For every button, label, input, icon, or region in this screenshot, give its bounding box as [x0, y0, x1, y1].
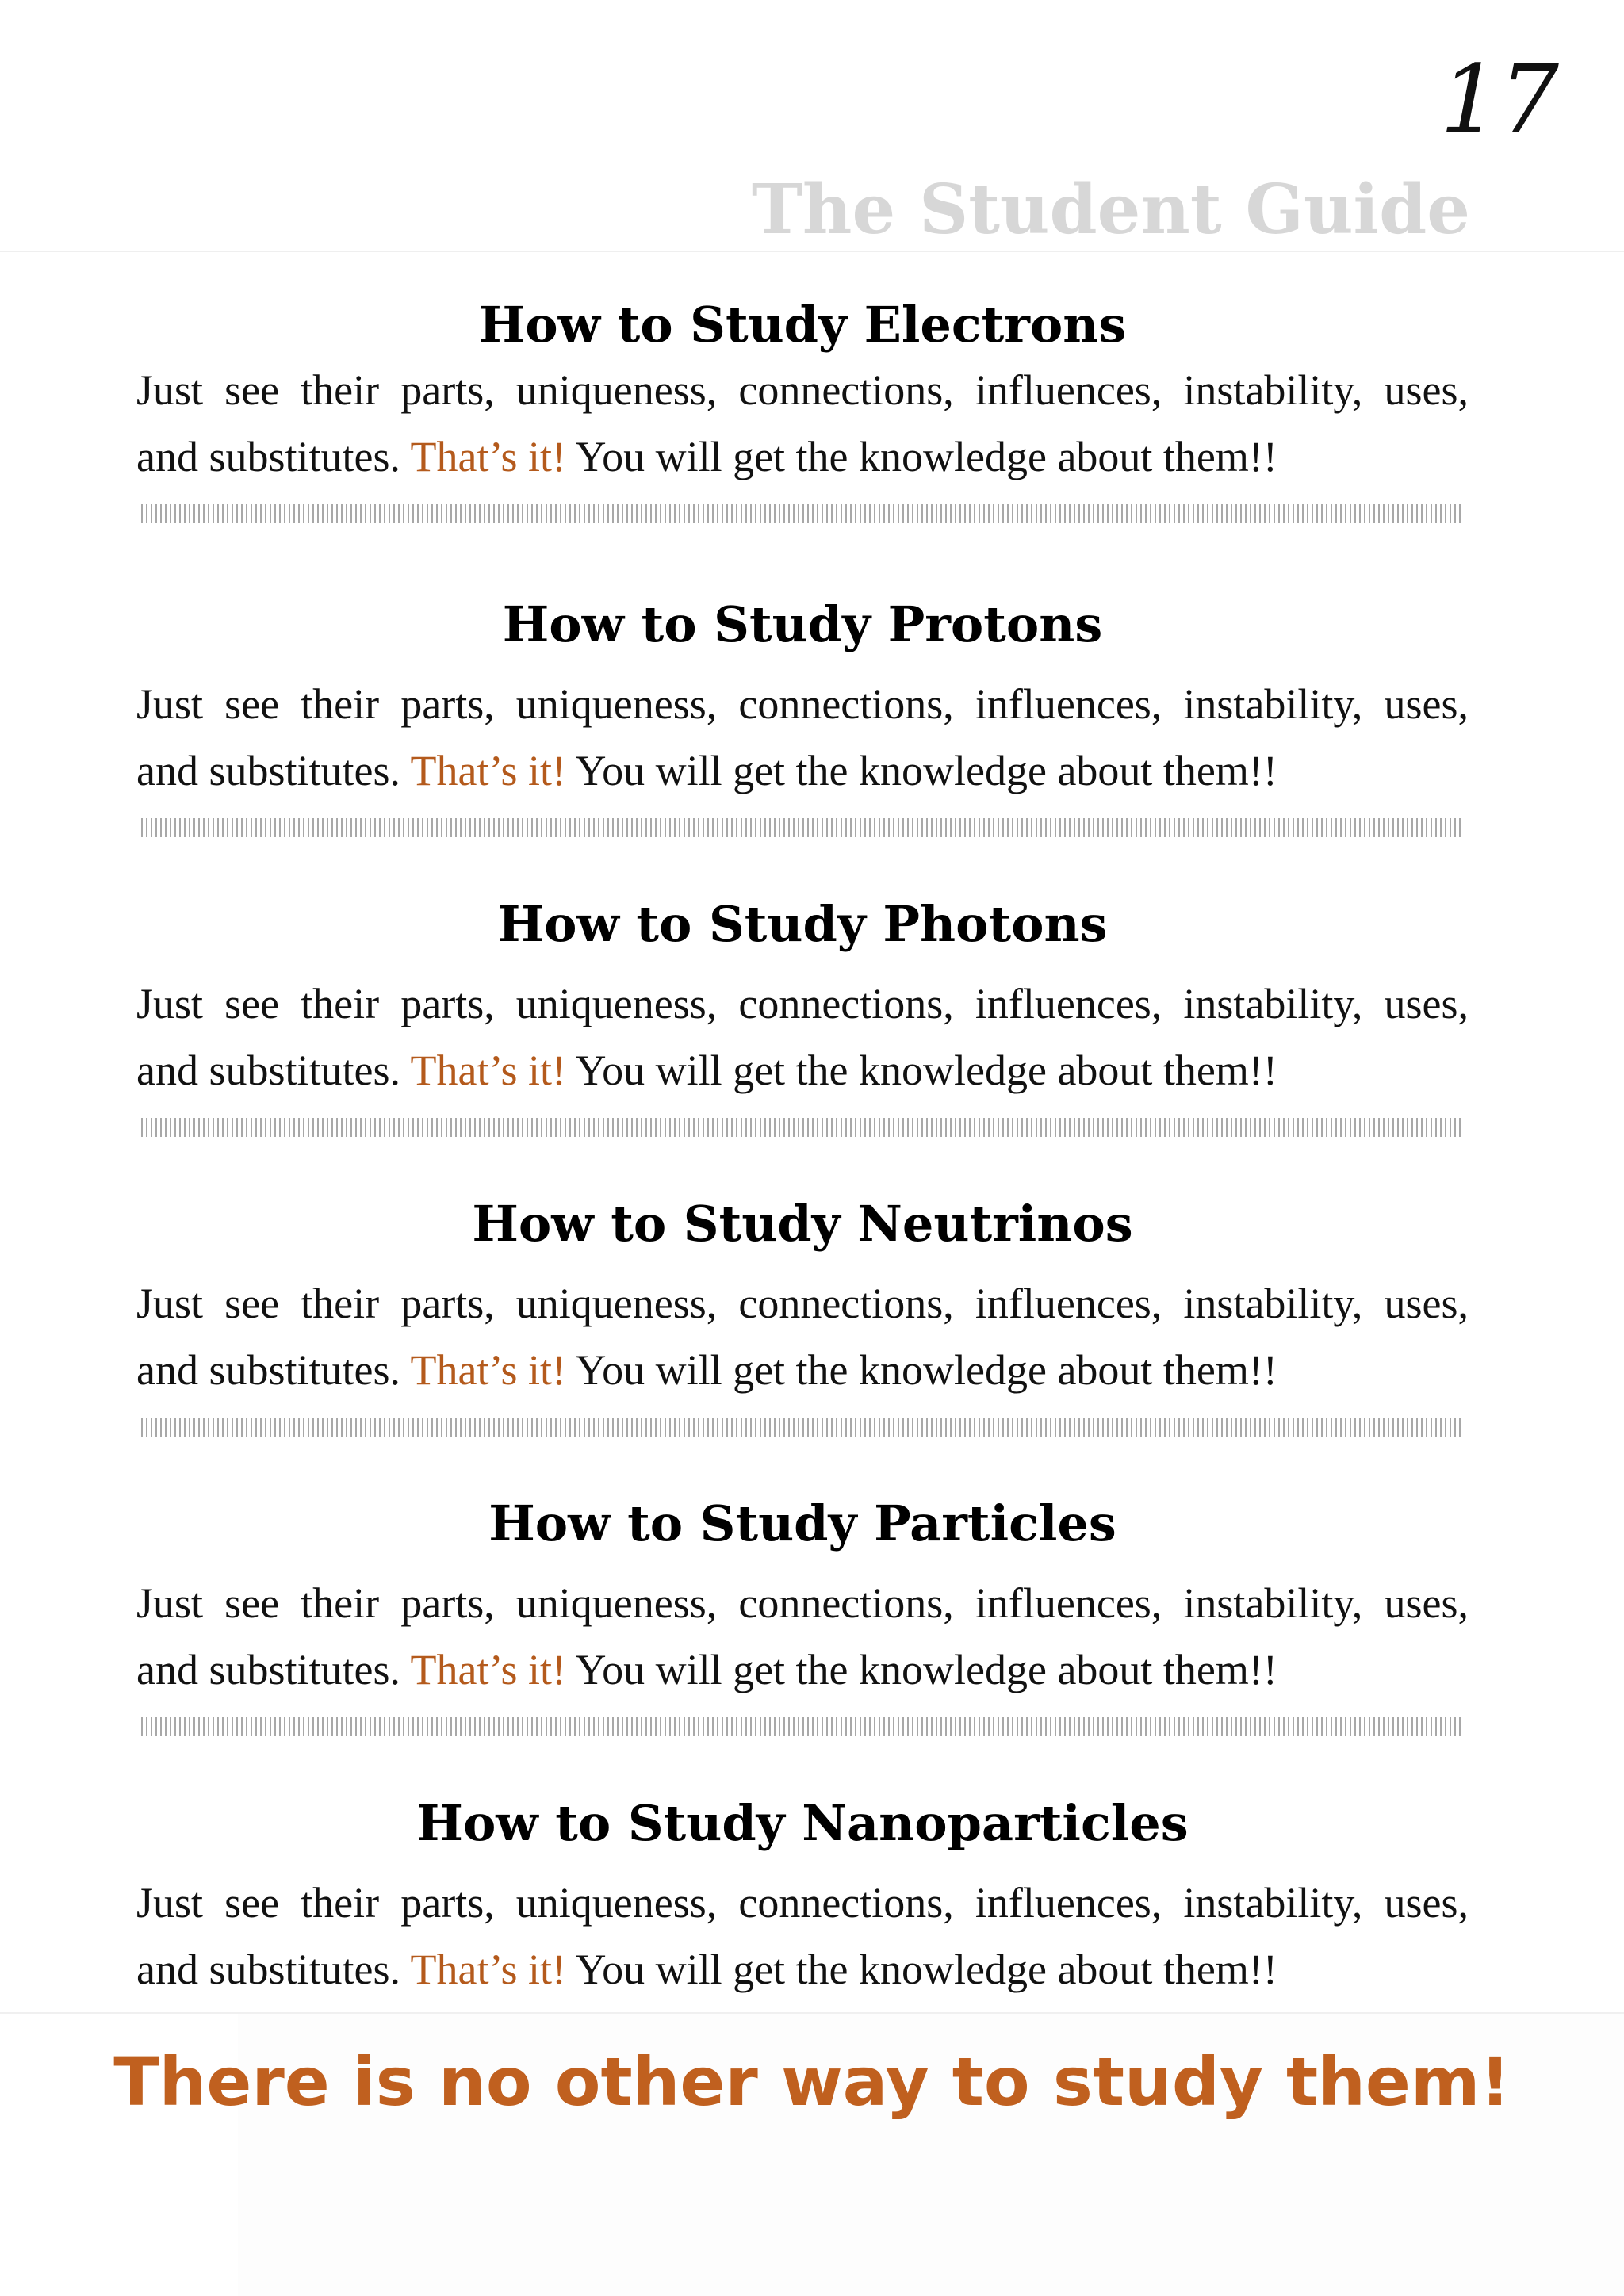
body-text: and substitutes. — [136, 1047, 411, 1094]
accent-phrase: That’s it! — [410, 1646, 566, 1693]
accent-phrase: That’s it! — [410, 1946, 566, 1993]
accent-phrase: That’s it! — [410, 1346, 566, 1394]
hatched-divider — [141, 818, 1464, 837]
body-line — [136, 1337, 1469, 1403]
section-title: How to Study Protons — [502, 595, 1103, 653]
section-title: How to Study Photons — [497, 895, 1108, 953]
body-text: and substitutes. — [136, 747, 411, 794]
section-title: How to Study Electrons — [478, 296, 1127, 354]
accent-phrase: That’s it! — [410, 433, 566, 480]
section-electrons — [136, 293, 1469, 593]
body-text: You will get the knowledge about them!! — [565, 1047, 1277, 1094]
body-line — [136, 1037, 1469, 1104]
section-title: How to Study Particles — [488, 1494, 1116, 1552]
hatched-divider — [141, 1118, 1464, 1137]
body-line: Just see their parts, uniqueness, connections, influences, instability, uses, — [136, 1579, 1469, 1627]
section-body — [136, 671, 1469, 804]
section-neutrinos — [136, 1192, 1469, 1492]
body-line — [136, 1936, 1469, 2003]
hatched-divider — [141, 1717, 1464, 1736]
body-line — [136, 1636, 1469, 1703]
section-body — [136, 357, 1469, 490]
section-protons — [136, 593, 1469, 893]
body-line: Just see their parts, uniqueness, connections, influences, instability, uses, — [136, 1280, 1469, 1327]
body-text: You will get the knowledge about them!! — [565, 1646, 1277, 1693]
main-content — [136, 293, 1469, 2091]
body-line: Just see their parts, uniqueness, connections, influences, instability, uses, — [136, 980, 1469, 1027]
section-body — [136, 1270, 1469, 1403]
body-line — [136, 423, 1469, 490]
body-line — [136, 737, 1469, 804]
section-particles — [136, 1492, 1469, 1792]
accent-phrase: That’s it! — [410, 747, 566, 794]
body-text: You will get the knowledge about them!! — [565, 1946, 1277, 1993]
page-number: 17 — [1439, 44, 1559, 154]
body-text: and substitutes. — [136, 433, 411, 480]
body-line: Just see their parts, uniqueness, connections, influences, instability, uses, — [136, 680, 1469, 728]
body-line: Just see their parts, uniqueness, connections, influences, instability, uses, — [136, 366, 1469, 414]
body-text: and substitutes. — [136, 1346, 411, 1394]
body-text: and substitutes. — [136, 1646, 411, 1693]
running-title: The Student Guide — [751, 170, 1470, 250]
section-title: How to Study Nanoparticles — [416, 1794, 1189, 1852]
body-text: You will get the knowledge about them!! — [565, 433, 1277, 480]
hatched-divider — [141, 1418, 1464, 1437]
body-text: and substitutes. — [136, 1946, 411, 1993]
body-line: Just see their parts, uniqueness, connections, influences, instability, uses, — [136, 1879, 1469, 1927]
body-text: You will get the knowledge about them!! — [565, 1346, 1277, 1394]
section-body — [136, 970, 1469, 1104]
header-divider — [0, 251, 1624, 252]
hatched-divider — [141, 504, 1464, 523]
body-text: You will get the knowledge about them!! — [565, 747, 1277, 794]
closing-line: There is no other way to study them! — [113, 2043, 1511, 2121]
section-title: How to Study Neutrinos — [472, 1195, 1133, 1253]
accent-phrase: That’s it! — [410, 1047, 566, 1094]
section-photons — [136, 893, 1469, 1192]
section-body — [136, 1570, 1469, 1703]
section-body — [136, 1869, 1469, 2003]
